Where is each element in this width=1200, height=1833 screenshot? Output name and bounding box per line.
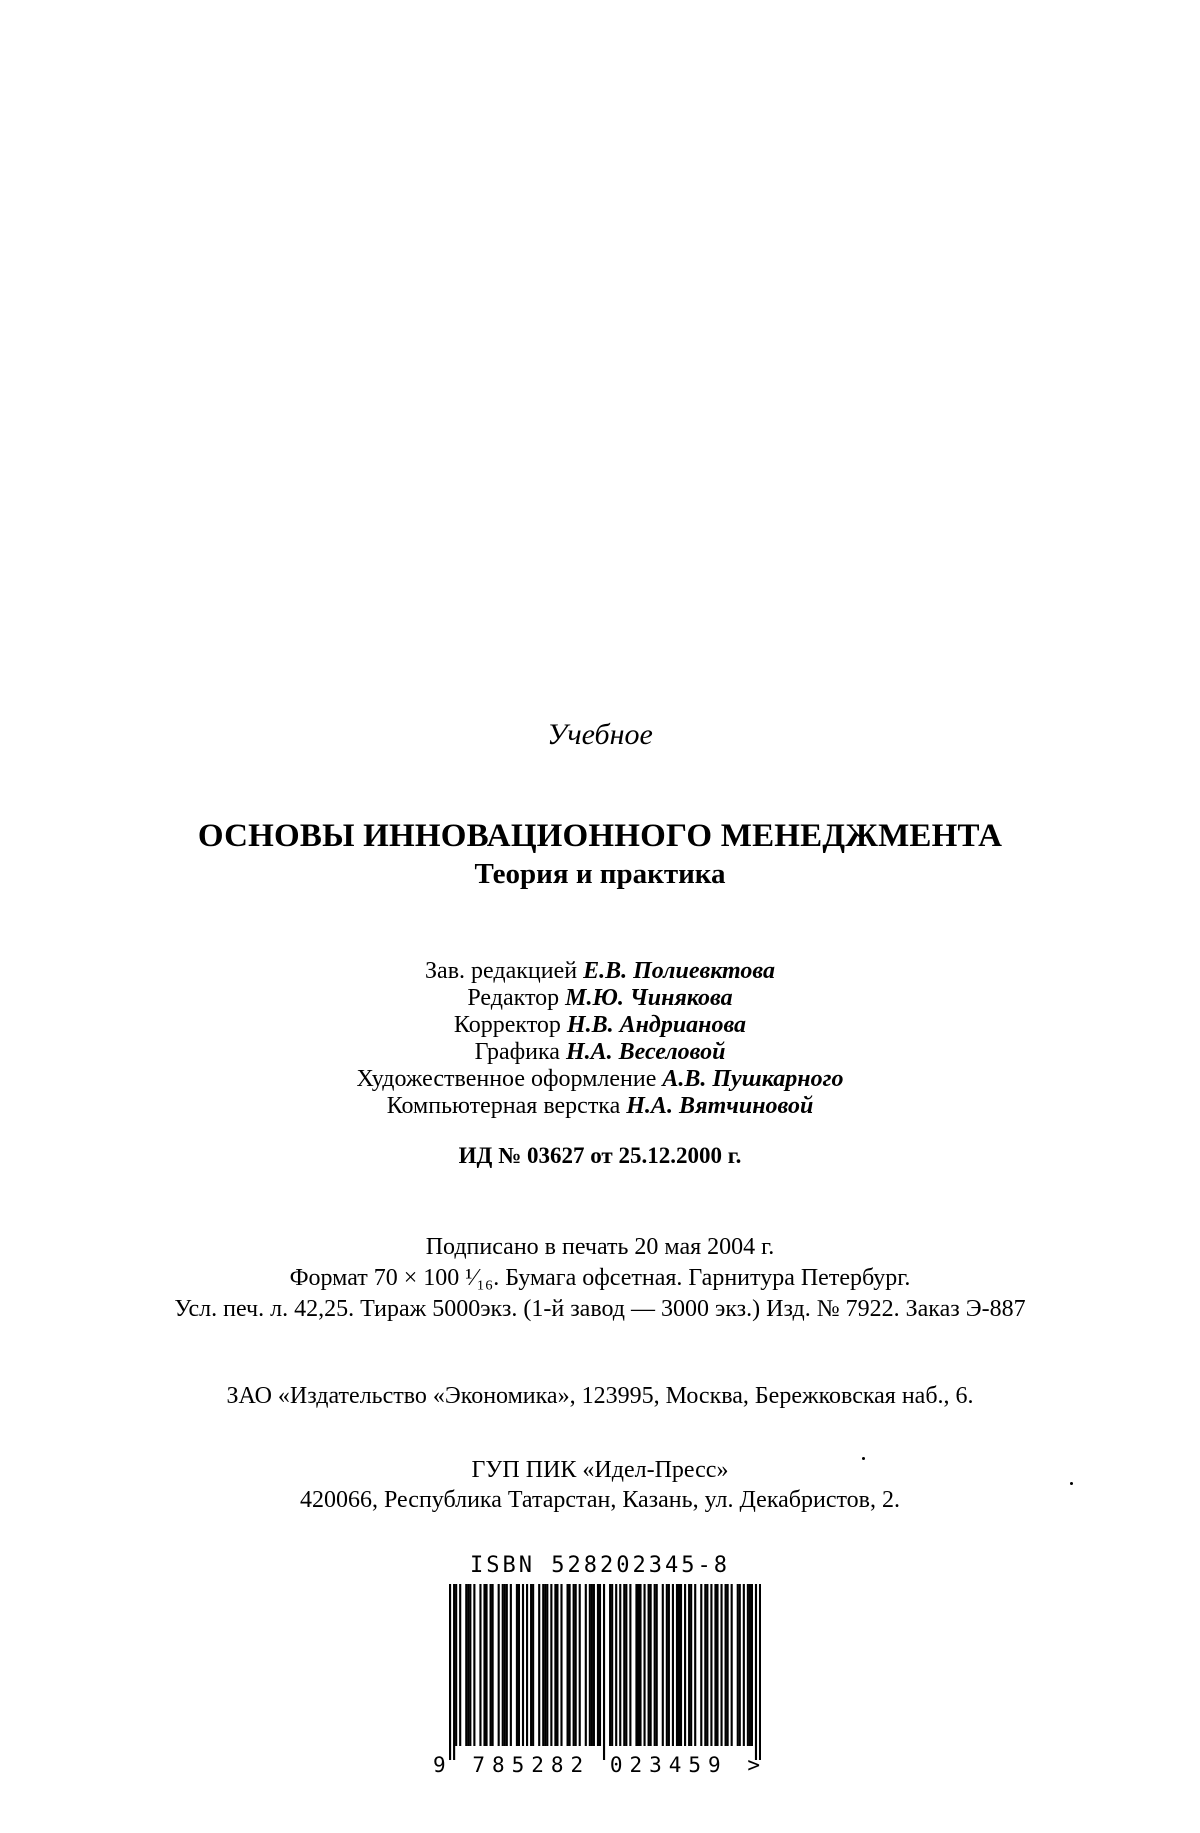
barcode-bar — [755, 1584, 757, 1760]
barcode-bar — [684, 1584, 686, 1746]
barcode-bar — [704, 1584, 706, 1746]
barcode-bar — [739, 1584, 741, 1746]
credit-person: Е.В. Полиевктова — [583, 958, 775, 984]
barcode-bar — [554, 1584, 556, 1746]
book-type: Учебное — [547, 718, 653, 751]
barcode-bar — [573, 1584, 575, 1746]
credit-role: Корректор — [453, 1012, 567, 1038]
license-id: ИД № 03627 от 25.12.2000 г. — [458, 1143, 742, 1168]
scan-speck — [1070, 1482, 1073, 1485]
barcode-bar — [643, 1584, 645, 1746]
barcode-bar — [749, 1584, 751, 1746]
barcode-bar — [546, 1584, 548, 1746]
credit-role: Зав. редакцией — [425, 958, 584, 984]
barcode-bar — [579, 1584, 581, 1746]
print-line: Формат 70 × 100 ¹⁄₁₆. Бумага офсетная. Гарнитура Петербург. — [289, 1265, 911, 1291]
credit-line — [0, 1093, 1200, 1120]
barcode-bar — [504, 1584, 506, 1746]
barcode-bar — [502, 1584, 504, 1746]
barcode-bar — [611, 1584, 613, 1746]
barcode-bar — [625, 1584, 627, 1746]
barcode-bar — [603, 1584, 605, 1760]
barcode-bar — [635, 1584, 637, 1746]
barcode-bar — [506, 1584, 508, 1746]
barcode-bar — [532, 1584, 534, 1746]
barcode-bar — [720, 1584, 722, 1746]
barcode-bar — [459, 1584, 461, 1746]
credit-role: Графика — [474, 1039, 566, 1065]
barcode-bar — [465, 1584, 467, 1746]
printer-info — [0, 1455, 1200, 1515]
barcode-bar — [615, 1584, 617, 1746]
barcode-bar — [510, 1584, 512, 1746]
barcode-bar — [619, 1584, 621, 1746]
barcode-bar — [455, 1584, 457, 1746]
barcode-bar — [516, 1584, 518, 1746]
barcode-bar — [526, 1584, 528, 1746]
credit-line — [0, 1012, 1200, 1039]
barcode-bar — [550, 1584, 552, 1746]
print-info — [0, 1232, 1200, 1325]
credit-line — [0, 1039, 1200, 1066]
barcode-bar — [567, 1584, 569, 1746]
barcode-bar — [662, 1584, 664, 1746]
barcode-bar — [599, 1584, 601, 1746]
barcode-bar — [591, 1584, 593, 1746]
credit-line — [0, 958, 1200, 985]
barcode-bar — [666, 1584, 668, 1746]
barcode-bar — [672, 1584, 674, 1746]
barcode-bar — [737, 1584, 739, 1746]
printer-name: ГУП ПИК «Идел-Пресс» — [471, 1457, 729, 1483]
barcode-bar — [544, 1584, 546, 1746]
barcode-bar — [629, 1584, 631, 1746]
barcode-bar — [498, 1584, 500, 1746]
barcode-bar — [609, 1584, 611, 1746]
barcode-bar — [688, 1584, 690, 1746]
barcode-bar — [542, 1584, 544, 1746]
ean-digits: 9 785282 023459 > — [433, 1753, 767, 1777]
barcode-bar — [623, 1584, 625, 1746]
credit-person: Н.А. Веселовой — [565, 1039, 726, 1065]
barcode-bar — [706, 1584, 708, 1746]
book-title: ОСНОВЫ ИННОВАЦИОННОГО МЕНЕДЖМЕНТА — [197, 818, 1003, 854]
barcode-bar — [575, 1584, 577, 1746]
barcode-bar — [743, 1584, 745, 1746]
print-line: Усл. печ. л. 42,25. Тираж 5000экз. (1-й завод — 3000 экз.) Изд. № 7922. Заказ Э-887 — [174, 1296, 1026, 1322]
barcode-bar — [522, 1584, 524, 1746]
barcode-bar — [569, 1584, 571, 1746]
barcode-bar — [469, 1584, 471, 1746]
credit-line — [0, 985, 1200, 1012]
credit-role: Компьютерная верстка — [386, 1093, 627, 1119]
barcode-bar — [725, 1584, 727, 1746]
barcode-bar — [449, 1584, 451, 1760]
isbn-text: ISBN 528202345-8 — [470, 1553, 730, 1578]
credit-line — [0, 1066, 1200, 1093]
barcode-bar — [648, 1584, 650, 1746]
credit-person: Н.В. Андрианова — [566, 1012, 747, 1038]
barcode-bar — [710, 1584, 712, 1746]
barcode-bar — [589, 1584, 591, 1746]
credit-role: Художественное оформление — [356, 1066, 663, 1092]
barcode-bar — [467, 1584, 469, 1746]
barcode-bar — [676, 1584, 678, 1746]
credit-role: Редактор — [467, 985, 566, 1011]
barcode-bar — [747, 1584, 749, 1746]
barcode-bar — [639, 1584, 641, 1746]
barcode-bar — [518, 1584, 520, 1746]
scan-speck — [862, 1457, 865, 1460]
barcode-bar — [656, 1584, 658, 1746]
barcode-bar — [668, 1584, 670, 1746]
barcode-bar — [694, 1584, 696, 1746]
barcode-bar — [538, 1584, 540, 1746]
printer-address: 420066, Республика Татарстан, Казань, ул. Декабристов, 2. — [300, 1487, 900, 1513]
barcode-bar — [473, 1584, 475, 1746]
barcode-bar — [690, 1584, 692, 1746]
barcode-bar — [700, 1584, 702, 1746]
barcode-bar — [479, 1584, 481, 1746]
barcode-bar — [483, 1584, 485, 1746]
barcode-bar — [637, 1584, 639, 1746]
barcode-bar — [759, 1584, 761, 1760]
barcode-bar — [585, 1584, 587, 1746]
publisher-address: ЗАО «Издательство «Экономика», 123995, Москва, Бережковская наб., 6. — [226, 1383, 974, 1409]
barcode-bar — [680, 1584, 682, 1746]
barcode-bar — [597, 1584, 599, 1746]
barcode-bar — [654, 1584, 656, 1746]
barcode-bar — [453, 1584, 455, 1760]
barcode-bar — [485, 1584, 487, 1746]
barcode-bar — [490, 1584, 492, 1746]
barcode-bar — [731, 1584, 733, 1746]
credits-block — [0, 958, 1200, 1120]
barcode-bar — [714, 1584, 716, 1746]
barcode-bar — [751, 1584, 753, 1746]
barcode-bar — [560, 1584, 562, 1746]
barcode-bar — [530, 1584, 532, 1746]
barcode-bar — [650, 1584, 652, 1746]
barcode-bar — [727, 1584, 729, 1746]
print-line: Подписано в печать 20 мая 2004 г. — [425, 1234, 775, 1260]
credit-person: Н.А. Вятчиновой — [626, 1093, 814, 1119]
barcode-bar — [678, 1584, 680, 1746]
credit-person: М.Ю. Чинякова — [565, 985, 733, 1011]
barcode-bar — [593, 1584, 595, 1746]
barcode-bar — [716, 1584, 718, 1746]
barcode-bar — [492, 1584, 494, 1746]
book-subtitle: Теория и практика — [474, 858, 726, 890]
credit-person: А.В. Пушкарного — [662, 1066, 844, 1092]
isbn-barcode — [449, 1584, 761, 1760]
barcode-bar — [556, 1584, 558, 1746]
